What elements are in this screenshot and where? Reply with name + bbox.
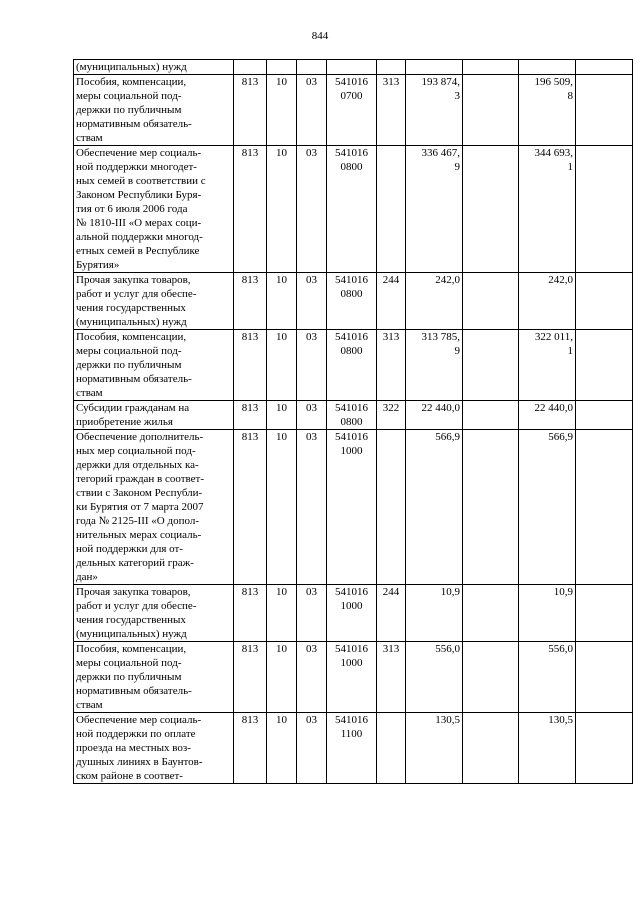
row-section-code-text: 10 [276,586,287,598]
row-subsection-code [297,146,327,273]
row-amount-3-text: 344 693, 1 [534,147,573,173]
row-name [74,585,234,642]
row-section-code-text: 10 [276,274,287,286]
row-target-article-code [327,75,377,146]
table-row [74,146,633,273]
row-name [74,75,234,146]
row-section-code-text: 10 [276,147,287,159]
row-amount-3 [519,273,576,330]
row-amount-2 [463,330,519,401]
row-target-article-code [327,273,377,330]
row-expense-type-code [377,401,406,430]
row-amount-3-text: 556,0 [548,643,573,655]
row-amount-4 [576,75,633,146]
row-target-article-code-text: 541016 1000 [335,431,368,457]
row-amount-3-text: 196 509, 8 [534,76,573,102]
row-amount-3-text: 242,0 [548,274,573,286]
row-amount-4 [576,146,633,273]
row-name-text: Обеспечение мер социаль- ной поддержки многодет- ных семей в соответствии с Законом Республики Буря- тия от 6 июля 2006 года № 1810-III «О мерах соци- альной поддержки многод- етных семей в Республике Бурятия» [76,147,206,271]
row-section-code [267,60,297,75]
row-subsection-code-text: 03 [306,147,317,159]
row-subsection-code-text: 03 [306,402,317,414]
row-name [74,146,234,273]
row-target-article-code [327,585,377,642]
row-section-code [267,330,297,401]
row-amount-2 [463,75,519,146]
row-name-text: Пособия, компенсации, меры социальной под- держки по публичным нормативным обязатель- ствам [76,331,192,399]
row-subsection-code [297,585,327,642]
row-amount-2 [463,401,519,430]
row-subsection-code [297,401,327,430]
row-ved-code [234,585,267,642]
row-amount-1-text: 313 785, 9 [421,331,460,357]
row-amount-3 [519,585,576,642]
row-amount-3 [519,401,576,430]
row-amount-1-text: 566,9 [435,431,460,443]
row-amount-4 [576,273,633,330]
row-name-text: Пособия, компенсации, меры социальной под- держки по публичным нормативным обязатель- ствам [76,643,192,711]
row-subsection-code-text: 03 [306,76,317,88]
row-section-code [267,642,297,713]
row-expense-type-code [377,330,406,401]
row-amount-4 [576,430,633,585]
row-expense-type-code-text: 313 [382,643,400,655]
row-ved-code-text: 813 [241,402,259,414]
row-amount-4 [576,60,633,75]
row-target-article-code-text: 541016 1000 [335,643,368,669]
row-expense-type-code [377,146,406,273]
row-target-article-code-text: 541016 0800 [335,274,368,300]
row-amount-1-text: 336 467, 9 [421,147,460,173]
row-amount-1 [406,146,463,273]
row-ved-code [234,401,267,430]
row-name [74,430,234,585]
row-subsection-code-text: 03 [306,643,317,655]
row-amount-1 [406,75,463,146]
row-amount-1 [406,330,463,401]
row-amount-2 [463,642,519,713]
row-subsection-code [297,642,327,713]
row-ved-code-text: 813 [241,331,259,343]
row-amount-1 [406,430,463,585]
row-amount-4 [576,585,633,642]
row-subsection-code [297,430,327,585]
row-subsection-code [297,713,327,784]
row-expense-type-code-text: 313 [382,76,400,88]
row-amount-1 [406,713,463,784]
row-expense-type-code-text: 322 [382,402,400,414]
row-target-article-code [327,713,377,784]
row-section-code-text: 10 [276,643,287,655]
row-section-code [267,273,297,330]
row-amount-3 [519,60,576,75]
row-target-article-code [327,401,377,430]
row-expense-type-code [377,75,406,146]
row-ved-code-text: 813 [241,274,259,286]
table-row [74,60,633,75]
row-name-text: Пособия, компенсации, меры социальной под- держки по публичным нормативным обязатель- ствам [76,76,192,144]
row-ved-code-text: 813 [241,431,259,443]
table-row [74,330,633,401]
row-subsection-code-text: 03 [306,274,317,286]
row-section-code [267,430,297,585]
row-subsection-code [297,75,327,146]
row-amount-3 [519,146,576,273]
row-target-article-code [327,146,377,273]
row-section-code-text: 10 [276,431,287,443]
row-amount-1-text: 10,9 [440,586,460,598]
row-ved-code [234,713,267,784]
row-amount-2 [463,430,519,585]
row-section-code-text: 10 [276,331,287,343]
row-expense-type-code [377,642,406,713]
row-name [74,330,234,401]
row-name [74,713,234,784]
row-expense-type-code [377,713,406,784]
row-expense-type-code-text: 244 [382,586,400,598]
row-expense-type-code-text: 244 [382,274,400,286]
row-name [74,60,234,75]
row-target-article-code-text: 541016 1000 [335,586,368,612]
row-amount-2 [463,60,519,75]
row-subsection-code-text: 03 [306,431,317,443]
row-subsection-code-text: 03 [306,331,317,343]
row-ved-code [234,642,267,713]
row-expense-type-code [377,60,406,75]
row-amount-3-text: 10,9 [553,586,573,598]
row-amount-1 [406,585,463,642]
row-target-article-code [327,60,377,75]
table-row [74,401,633,430]
row-amount-3 [519,330,576,401]
row-amount-2 [463,146,519,273]
table-row [74,75,633,146]
row-target-article-code-text: 541016 0800 [335,402,368,428]
row-name-text: Прочая закупка товаров, работ и услуг для обеспе- чения государственных (муниципальных) нужд [76,274,197,328]
row-name-text: (муниципальных) нужд [76,61,187,73]
row-target-article-code [327,642,377,713]
row-amount-1-text: 556,0 [435,643,460,655]
row-name [74,401,234,430]
row-amount-3-text: 130,5 [548,714,573,726]
row-expense-type-code [377,430,406,585]
row-section-code-text: 10 [276,714,287,726]
table-row [74,273,633,330]
row-ved-code [234,330,267,401]
row-ved-code [234,60,267,75]
row-section-code-text: 10 [276,76,287,88]
row-ved-code [234,273,267,330]
row-amount-1 [406,401,463,430]
row-ved-code [234,75,267,146]
row-expense-type-code [377,585,406,642]
row-amount-1-text: 22 440,0 [421,402,460,414]
row-ved-code [234,146,267,273]
row-subsection-code-text: 03 [306,586,317,598]
row-target-article-code-text: 541016 0800 [335,147,368,173]
row-amount-3 [519,713,576,784]
row-amount-1-text: 193 874, 3 [421,76,460,102]
row-amount-3-text: 22 440,0 [534,402,573,414]
row-target-article-code-text: 541016 0700 [335,76,368,102]
row-amount-3 [519,642,576,713]
row-amount-3 [519,75,576,146]
row-amount-3-text: 322 011, 1 [534,331,573,357]
table-row [74,713,633,784]
row-target-article-code-text: 541016 1100 [335,714,368,740]
row-amount-4 [576,642,633,713]
row-amount-2 [463,585,519,642]
table-row [74,585,633,642]
row-section-code [267,713,297,784]
row-ved-code-text: 813 [241,147,259,159]
row-section-code [267,146,297,273]
row-expense-type-code-text: 313 [382,331,400,343]
row-expense-type-code [377,273,406,330]
row-ved-code-text: 813 [241,586,259,598]
row-section-code [267,75,297,146]
row-ved-code-text: 813 [241,643,259,655]
row-subsection-code [297,273,327,330]
row-name-text: Обеспечение мер социаль- ной поддержки по оплате проезда на местных воз- душных линиях в Баунтов- ском районе в соответ- [76,714,203,782]
table-row [74,642,633,713]
table-body [74,60,633,784]
row-name-text: Субсидии гражданам на приобретение жилья [76,402,190,428]
row-amount-3 [519,430,576,585]
row-amount-1 [406,60,463,75]
row-subsection-code [297,60,327,75]
table-row [74,430,633,585]
row-ved-code-text: 813 [241,76,259,88]
row-amount-4 [576,401,633,430]
row-ved-code [234,430,267,585]
row-subsection-code [297,330,327,401]
row-amount-4 [576,330,633,401]
row-amount-1-text: 130,5 [435,714,460,726]
page-number: 844 [311,30,329,42]
row-amount-1 [406,642,463,713]
row-amount-4 [576,713,633,784]
row-target-article-code [327,330,377,401]
row-amount-1 [406,273,463,330]
row-amount-2 [463,273,519,330]
row-name [74,273,234,330]
row-name-text: Обеспечение дополнитель- ных мер социальной под- держки для отдельных ка- тегорий граждан в соответ- ствии с Законом Республи- ки Бурятия от 7 марта 2007 года № 2125-III «О допол- нительных мерах социаль- ной поддержки для от- дельных категорий граж- дан» [76,431,205,583]
row-section-code-text: 10 [276,402,287,414]
row-amount-1-text: 242,0 [435,274,460,286]
row-section-code [267,401,297,430]
row-subsection-code-text: 03 [306,714,317,726]
row-section-code [267,585,297,642]
row-amount-3-text: 566,9 [548,431,573,443]
row-target-article-code [327,430,377,585]
row-amount-2 [463,713,519,784]
row-name [74,642,234,713]
row-target-article-code-text: 541016 0800 [335,331,368,357]
budget-table [73,59,633,784]
row-name-text: Прочая закупка товаров, работ и услуг для обеспе- чения государственных (муниципальных) нужд [76,586,197,640]
row-ved-code-text: 813 [241,714,259,726]
